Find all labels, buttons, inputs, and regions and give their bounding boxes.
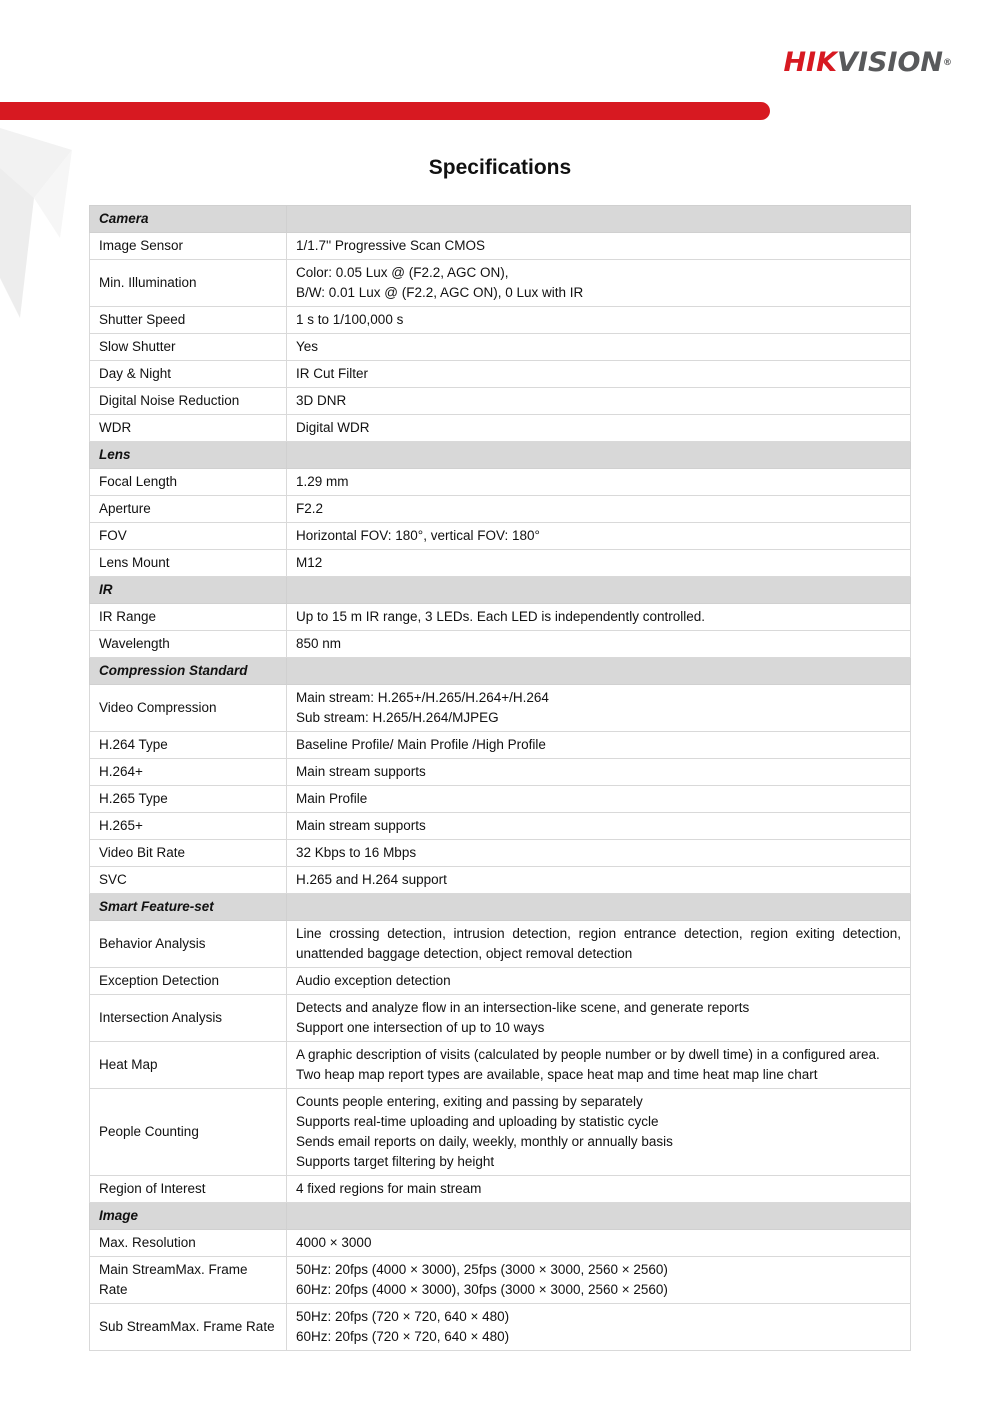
spec-row-video-compression <box>90 685 911 732</box>
spec-label <box>90 550 287 577</box>
cell-line: Baseline Profile/ Main Profile /High Profile <box>296 737 546 752</box>
spec-row-image-sensor <box>90 233 911 260</box>
spec-value <box>287 334 911 361</box>
spec-label <box>90 604 287 631</box>
spec-label <box>90 1257 287 1304</box>
section-title: Smart Feature-set <box>90 894 287 921</box>
spec-row-video-bit-rate <box>90 840 911 867</box>
section-title: Image <box>90 1203 287 1230</box>
spec-value <box>287 550 911 577</box>
spec-row-h-264 <box>90 759 911 786</box>
cell-line: Main Stream <box>99 1262 176 1277</box>
spec-row-intersection-analysis <box>90 995 911 1042</box>
cell-line: WDR <box>99 420 132 435</box>
spec-row-max-resolution <box>90 1230 911 1257</box>
cell-line: Sends email reports on daily, weekly, monthly or annually basis <box>296 1134 673 1149</box>
spec-label <box>90 759 287 786</box>
cell-line: Main stream supports <box>296 818 426 833</box>
spec-value <box>287 840 911 867</box>
cell-line: 3D DNR <box>296 393 347 408</box>
cell-line: Main Profile <box>296 791 368 806</box>
spec-value <box>287 496 911 523</box>
cell-line: H.264 Type <box>99 737 168 752</box>
cell-line: 50Hz: 20fps (4000 × 3000), 25fps (3000 × 3000, 2560 × 2560) <box>296 1262 668 1277</box>
spec-table <box>89 205 911 1351</box>
cell-line: 60Hz: 20fps (720 × 720, 640 × 480) <box>296 1329 510 1344</box>
spec-label <box>90 523 287 550</box>
spec-row-focal-length <box>90 469 911 496</box>
cell-line: Region of Interest <box>99 1181 206 1196</box>
spec-value <box>287 1089 911 1176</box>
cell-line: F2.2 <box>296 501 324 516</box>
spec-value <box>287 307 911 334</box>
cell-line: 1.29 mm <box>296 474 349 489</box>
cell-line: Exception Detection <box>99 973 220 988</box>
cell-line: 850 nm <box>296 636 342 651</box>
spec-row-min-illumination <box>90 260 911 307</box>
spec-value <box>287 1304 911 1351</box>
spec-row-slow-shutter <box>90 334 911 361</box>
spec-label <box>90 685 287 732</box>
section-filler <box>287 658 911 685</box>
spec-row-region-of-interest <box>90 1176 911 1203</box>
cell-line: Slow Shutter <box>99 339 176 354</box>
spec-row-aperture <box>90 496 911 523</box>
spec-row-shutter-speed <box>90 307 911 334</box>
spec-label <box>90 921 287 968</box>
spec-row-people-counting <box>90 1089 911 1176</box>
logo-text-grey: VISION <box>837 47 943 78</box>
hikvision-logo <box>783 48 952 78</box>
cell-line: 4000 × 3000 <box>296 1235 372 1250</box>
cell-line: Wavelength <box>99 636 170 651</box>
cell-line: Heat Map <box>99 1057 158 1072</box>
spec-value <box>287 968 911 995</box>
spec-label <box>90 867 287 894</box>
spec-row-heat-map <box>90 1042 911 1089</box>
spec-value: Line crossing detection, intrusion detection, region entrance detection, region exiting detection, unattended baggage detection, object removal detection <box>287 921 911 968</box>
section-title: IR <box>90 577 287 604</box>
spec-row-wdr <box>90 415 911 442</box>
spec-row-day-night <box>90 361 911 388</box>
spec-label <box>90 786 287 813</box>
cell-line: 50Hz: 20fps (720 × 720, 640 × 480) <box>296 1309 510 1324</box>
cell-line: Behavior Analysis <box>99 936 206 951</box>
spec-label <box>90 469 287 496</box>
cell-line: Max. Resolution <box>99 1235 196 1250</box>
spec-row-h-265 <box>90 813 911 840</box>
cell-line: Counts people entering, exiting and passing by separately <box>296 1094 643 1109</box>
cell-line: H.265 Type <box>99 791 168 806</box>
spec-row-h-265-type <box>90 786 911 813</box>
spec-value <box>287 233 911 260</box>
spec-row-h-264-type <box>90 732 911 759</box>
section-title: Camera <box>90 206 287 233</box>
page-title: Specifications <box>428 156 572 179</box>
cell-line: H.264+ <box>99 764 143 779</box>
spec-value <box>287 469 911 496</box>
spec-label <box>90 995 287 1042</box>
spec-row-digital-noise-reduction <box>90 388 911 415</box>
cell-line: People Counting <box>99 1124 199 1139</box>
spec-value <box>287 1257 911 1304</box>
cell-line: Sub Stream <box>99 1319 171 1334</box>
spec-row-wavelength <box>90 631 911 658</box>
spec-label <box>90 260 287 307</box>
spec-label <box>90 388 287 415</box>
cell-line: IR Cut Filter <box>296 366 369 381</box>
spec-value <box>287 995 911 1042</box>
section-title: Lens <box>90 442 287 469</box>
cell-line: M12 <box>296 555 323 570</box>
section-filler <box>287 442 911 469</box>
spec-value <box>287 813 911 840</box>
cell-line: Two heap map report types are available, space heat map and time heat map line chart <box>296 1067 818 1082</box>
cell-line: Focal Length <box>99 474 178 489</box>
spec-value <box>287 759 911 786</box>
cell-line: Up to 15 m IR range, 3 LEDs. Each LED is independently controlled. <box>296 609 705 624</box>
spec-label <box>90 334 287 361</box>
cell-line: Image Sensor <box>99 238 184 253</box>
section-title: Compression Standard <box>90 658 287 685</box>
cell-line: Supports target filtering by height <box>296 1154 495 1169</box>
cell-line: Color: 0.05 Lux @ (F2.2, AGC ON), <box>296 265 509 280</box>
spec-row-fov <box>90 523 911 550</box>
spec-value <box>287 260 911 307</box>
cell-line: Digital WDR <box>296 420 370 435</box>
cell-line: Main stream supports <box>296 764 426 779</box>
cell-line: 4 fixed regions for main stream <box>296 1181 482 1196</box>
section-header-image <box>90 1203 911 1230</box>
spec-value <box>287 604 911 631</box>
cell-line: 32 Kbps to 16 Mbps <box>296 845 417 860</box>
spec-label <box>90 968 287 995</box>
cell-line: B/W: 0.01 Lux @ (F2.2, AGC ON), 0 Lux with IR <box>296 285 584 300</box>
cell-line: Horizontal FOV: 180°, vertical FOV: 180° <box>296 528 540 543</box>
cell-line: A graphic description of visits (calculated by people number or by dwell time) in a configured area. <box>296 1047 880 1062</box>
section-header-smart-feature-set <box>90 894 911 921</box>
spec-value <box>287 685 911 732</box>
spec-label <box>90 361 287 388</box>
spec-value <box>287 786 911 813</box>
spec-value <box>287 361 911 388</box>
cell-line: SVC <box>99 872 127 887</box>
spec-value <box>287 867 911 894</box>
spec-row-sub-stream-max-frame-rate <box>90 1304 911 1351</box>
spec-row-main-stream-max-frame-rate <box>90 1257 911 1304</box>
cell-line: Video Bit Rate <box>99 845 186 860</box>
registered-mark: ® <box>943 58 952 68</box>
spec-label <box>90 631 287 658</box>
section-header-ir <box>90 577 911 604</box>
spec-label <box>90 1230 287 1257</box>
spec-label <box>90 840 287 867</box>
spec-value <box>287 415 911 442</box>
cell-line: Max. Frame Rate <box>99 1262 248 1297</box>
spec-label <box>90 496 287 523</box>
cell-line: Sub stream: H.265/H.264/MJPEG <box>296 710 499 725</box>
cell-line: Yes <box>296 339 319 354</box>
cell-line: Min. Illumination <box>99 275 197 290</box>
spec-label <box>90 1042 287 1089</box>
spec-label <box>90 1176 287 1203</box>
cell-line: H.265 and H.264 support <box>296 872 447 887</box>
header-red-bar <box>0 102 770 120</box>
spec-label <box>90 415 287 442</box>
spec-label <box>90 307 287 334</box>
spec-row-exception-detection <box>90 968 911 995</box>
section-filler <box>287 206 911 233</box>
cell-line: Aperture <box>99 501 151 516</box>
cell-line: IR Range <box>99 609 157 624</box>
section-header-camera <box>90 206 911 233</box>
cell-line: Lens Mount <box>99 555 170 570</box>
cell-line: Detects and analyze flow in an intersection-like scene, and generate reports <box>296 1000 750 1015</box>
cell-line: Max. Frame Rate <box>170 1319 275 1334</box>
section-filler <box>287 894 911 921</box>
cell-line: Audio exception detection <box>296 973 451 988</box>
cell-line: H.265+ <box>99 818 143 833</box>
spec-row-behavior-analysis <box>90 921 911 968</box>
spec-label <box>90 813 287 840</box>
section-filler <box>287 1203 911 1230</box>
cell-line: Main stream: H.265+/H.265/H.264+/H.264 <box>296 690 549 705</box>
spec-label <box>90 732 287 759</box>
cell-line: Digital Noise Reduction <box>99 393 240 408</box>
spec-label <box>90 233 287 260</box>
spec-value <box>287 523 911 550</box>
section-header-lens <box>90 442 911 469</box>
spec-value <box>287 1230 911 1257</box>
spec-value <box>287 1176 911 1203</box>
spec-value <box>287 388 911 415</box>
cell-line: 1/1.7'' Progressive Scan CMOS <box>296 238 485 253</box>
cell-line: Supports real-time uploading and uploading by statistic cycle <box>296 1114 659 1129</box>
cell-line: Video Compression <box>99 700 217 715</box>
cell-line: Support one intersection of up to 10 ways <box>296 1020 545 1035</box>
section-header-compression-standard <box>90 658 911 685</box>
logo-text-red: HIK <box>783 47 838 78</box>
spec-row-ir-range <box>90 604 911 631</box>
cell-line: Day & Night <box>99 366 172 381</box>
spec-label <box>90 1089 287 1176</box>
cell-line: 1 s to 1/100,000 s <box>296 312 404 327</box>
cell-line: FOV <box>99 528 127 543</box>
spec-value <box>287 1042 911 1089</box>
spec-value <box>287 732 911 759</box>
spec-value <box>287 631 911 658</box>
cell-line: Intersection Analysis <box>99 1010 223 1025</box>
cell-line: 60Hz: 20fps (4000 × 3000), 30fps (3000 × 3000, 2560 × 2560) <box>296 1282 668 1297</box>
cell-line: Shutter Speed <box>99 312 186 327</box>
spec-row-lens-mount <box>90 550 911 577</box>
spec-row-svc <box>90 867 911 894</box>
spec-label <box>90 1304 287 1351</box>
section-filler <box>287 577 911 604</box>
